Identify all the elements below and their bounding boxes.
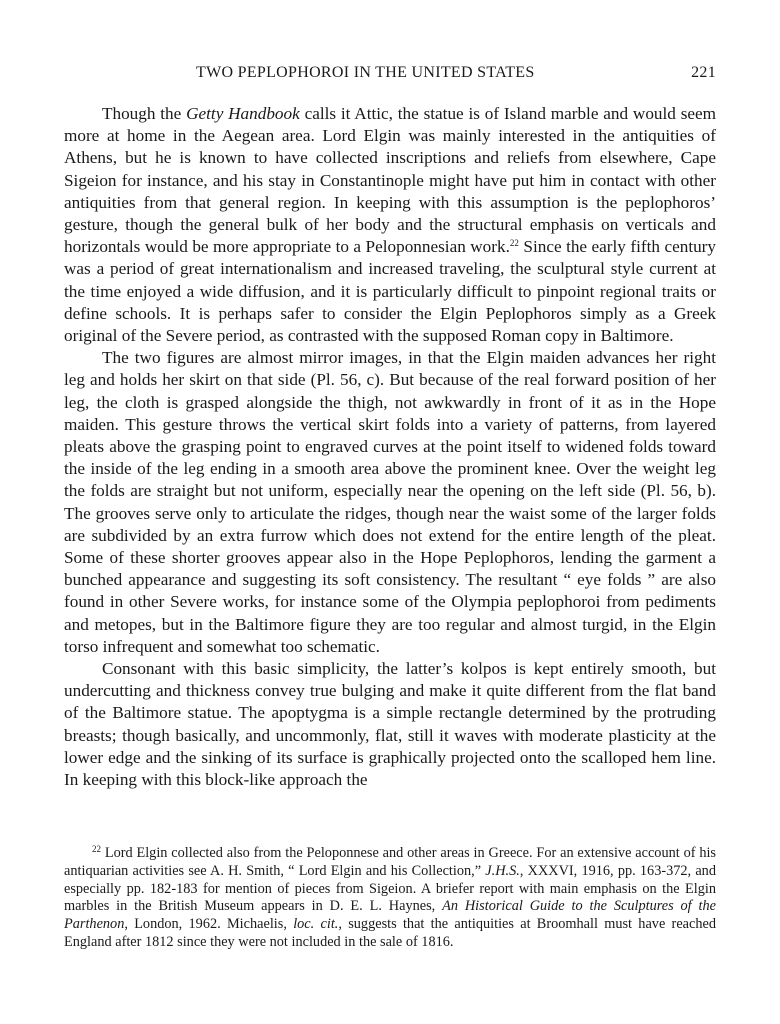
para1-text-b: calls it Attic, the statue is of Island marble and would seem more at home in the Aegean area. Lord Elgin was mainly interested in the antiquities of Athens, but he is known to have collected inscriptions and reliefs from elsewhere, Cape Sigeion for instance, and his stay in Constantinople might have put him in contact with other antiquities from that general region. In keeping with this assumption is the peplophoros’ gesture, though the general bulk of her body and the structural emphasis on verticals and horizontals would be more appropriate to a Peloponnesian work. (64, 104, 717, 257)
para1-text-a: Though the (102, 104, 187, 123)
footnote (64, 845, 716, 952)
footnote-reference[interactable]: 22 (509, 238, 519, 249)
paragraph-2: The two figures are almost mirror images, in that the Elgin maiden advances her right leg and holds her skirt on that side (Pl. 56, c). But because of the real forward position of her leg, the cloth is grasped alongside the thigh, not awkwardly in front of it as in the Hope maiden. This gesture throws the vertical skirt folds into a variety of patterns, from layered pleats above the grasping point to engraved curves at the point itself to widened folds toward the inside of the leg ending in a smooth area above the prominent knee. Over the weight leg the folds are straight but not uniform, especially near the opening on the left side (Pl. 56, b). The grooves serve only to articulate the ridges, though near the waist some of the larger folds are subdivided by an extra furrow which does not extend for the entire length of the pleat. Some of these shorter grooves appear also in the Hope Peplophoros, lending the garment a bunched appearance and suggesting its soft consistency. The resultant “ eye folds ” are also found in other Severe works, for instance some of the Olympia peplophoroi from pediments and metopes, but in the Baltimore figure they are too regular and almost turgid, in the Elgin torso infrequent and somewhat too schematic. (64, 348, 716, 656)
page-number: 221 (691, 64, 716, 81)
footnote-mark: 22 (92, 844, 101, 854)
footnote-text-d: , suggests that the antiquities at Broomhall must have reached England after 1812 since they were not included in the sale of 1816. (64, 916, 716, 950)
body-text (64, 103, 716, 791)
para1-text-c: Since the early fifth century was a period of great internationalism and increased traveling, the sculptural style current at the time enjoyed a wide diffusion, and it is particularly difficult to pinpoint regional traits or define schools. It is perhaps safer to consider the Elgin Peplophoros simply as a Greek original of the Severe period, as contrasted with the supposed Roman copy in Baltimore. (64, 237, 717, 346)
footnote-loc-cit: loc. cit. (293, 916, 339, 933)
getty-handbook-title: Getty Handbook (186, 104, 300, 123)
footnote-text-a: Lord Elgin collected also from the Peloponnese and other areas in Greece. For an extensive account of his antiquarian activities see A. H. Smith, “ Lord Elgin and his Collection,” (64, 845, 716, 879)
paragraph-1 (64, 103, 716, 347)
paragraph-3: Consonant with this basic simplicity, the latter’s kolpos is kept entirely smooth, but undercutting and thickness convey true bulging and make it quite different from the flat band of the Baltimore statue. The apoptygma is a simple rectangle determined by the protruding breasts; though basically, and uncommonly, flat, still it waves with moderate plasticity at the lower edge and the sinking of its surface is graphically projected onto the scalloped hem line. In keeping with this block-like approach the (64, 659, 716, 790)
footnote-journal: J.H.S. (485, 862, 520, 879)
footnote-text-b: , XXXVI, 1916, pp. 163-372, and especially pp. 182-183 for mention of pieces from Sigeion. A briefer report with main emphasis on the Elgin marbles in the British Museum appears in D. E. L. Haynes, (64, 862, 716, 915)
footnote-text-c: , London, 1962. Michaelis, (124, 916, 294, 933)
running-title: TWO PEPLOPHOROI IN THE UNITED STATES (196, 64, 535, 81)
footnote-22 (64, 845, 716, 952)
footnote-book-title: An Historical Guide to the Sculptures of the Parthenon (64, 898, 716, 933)
